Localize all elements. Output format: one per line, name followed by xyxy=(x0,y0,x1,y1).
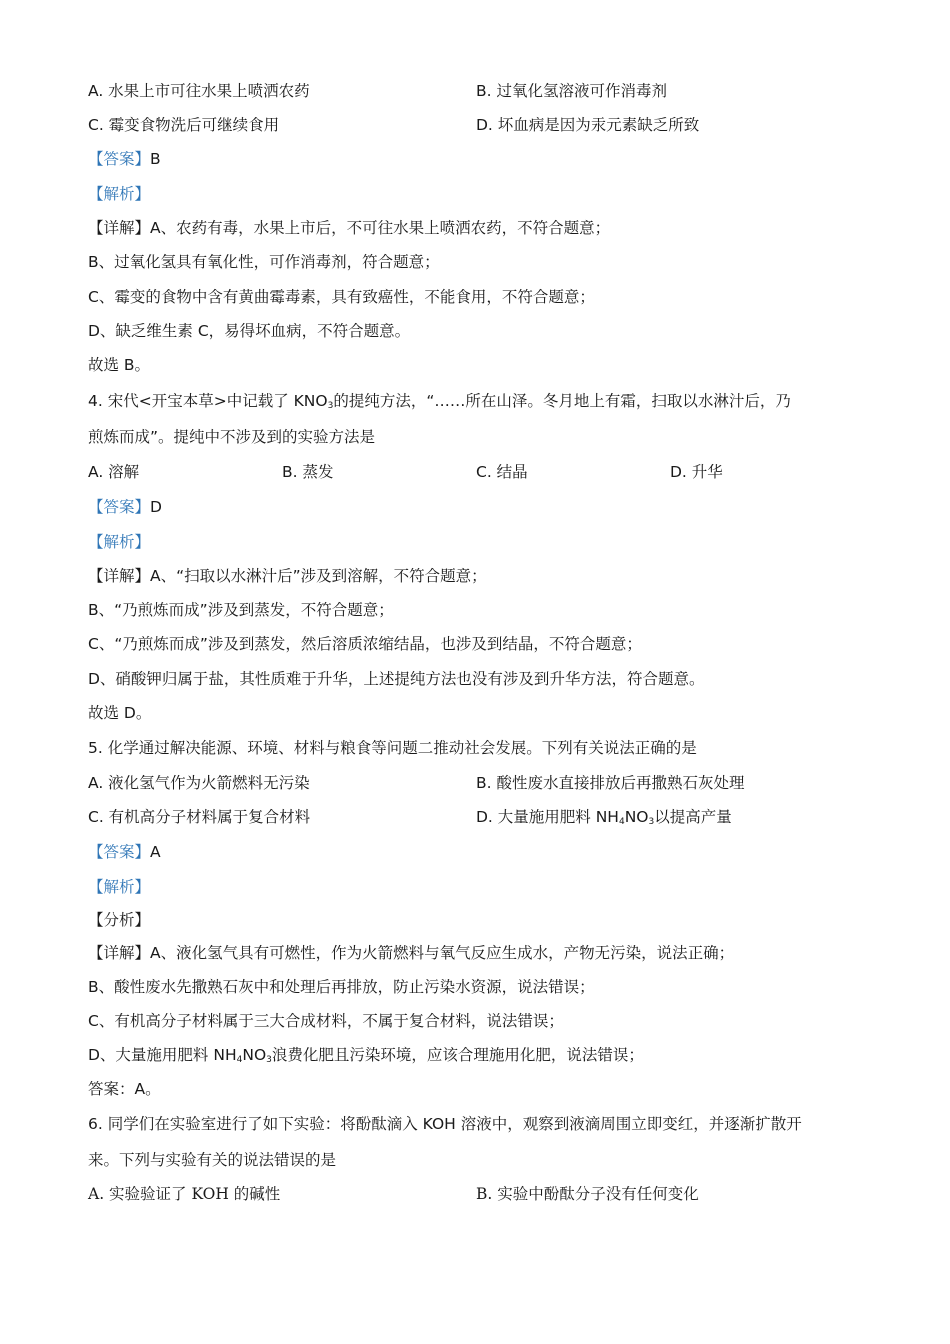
answer-label: 【答案】 xyxy=(88,843,151,861)
q4-stem-text: 的提纯方法，“……所在山泽。冬月地上有霜，扫取以水淋汁后，乃 xyxy=(333,392,791,410)
detail-label: 【详解】 xyxy=(88,219,151,237)
q3-analysis-label: 【解析】 xyxy=(88,185,151,203)
q3-option-b: B. 过氧化氢溶液可作消毒剂 xyxy=(476,82,667,100)
option-text: NO xyxy=(624,808,649,826)
q6-stem-line1: 6. 同学们在实验室进行了如下实验：将酚酞滴入 KOH 溶液中，观察到液滴周围立即变红，并逐渐扩散开 xyxy=(88,1115,802,1133)
q6-stem-line2: 来。下列与实验有关的说法错误的是 xyxy=(88,1151,337,1169)
detail-text: D、大量施用肥料 NH xyxy=(88,1046,237,1064)
q4-option-c: C. 结晶 xyxy=(476,463,528,481)
q4-detail-a xyxy=(88,565,487,587)
q3-detail-a xyxy=(88,217,610,239)
q5-detail-d xyxy=(88,1044,644,1066)
q3-option-c: C. 霉变食物洗后可继续食用 xyxy=(88,116,280,134)
q3-detail-c: C、霉变的食物中含有黄曲霉毒素，具有致癌性，不能食用，不符合题意； xyxy=(88,288,595,306)
q4-stem-text: 4. 宋代<开宝本草>中记载了 KNO xyxy=(88,392,328,410)
q4-answer xyxy=(88,496,162,518)
detail-label: 【详解】 xyxy=(88,567,151,585)
q4-detail-c: C、“乃煎炼而成”涉及到蒸发，然后溶质浓缩结晶，也涉及到结晶，不符合题意； xyxy=(88,635,642,653)
q5-detail-c: C、有机高分子材料属于三大合成材料，不属于复合材料，说法错误； xyxy=(88,1012,564,1030)
q4-option-a: A. 溶解 xyxy=(88,463,140,481)
q5-detail-a xyxy=(88,942,734,964)
option-text: 以提高产量 xyxy=(654,808,732,826)
q3-option-d: D. 坏血病是因为汞元素缺乏所致 xyxy=(476,116,700,134)
answer-value: A xyxy=(150,843,161,861)
q6-option-a: A. 实验验证了 KOH 的碱性 xyxy=(88,1185,281,1203)
q4-detail-b: B、“乃煎炼而成”涉及到蒸发，不符合题意； xyxy=(88,601,394,619)
subscript: 3 xyxy=(648,817,655,827)
option-text: D. 大量施用肥料 NH xyxy=(476,808,619,826)
subscript: 3 xyxy=(266,1055,272,1065)
q5-answer xyxy=(88,841,161,863)
q5-analysis-label: 【解析】 xyxy=(88,878,151,896)
detail-text: NO xyxy=(242,1046,267,1064)
q3-detail-d: D、缺乏维生素 C，易得坏血病，不符合题意。 xyxy=(88,322,411,340)
q4-conclusion: 故选 D。 xyxy=(88,704,152,722)
detail-text: A、液化氢气具有可燃性，作为火箭燃料与氧气反应生成水，产物无污染，说法正确； xyxy=(150,944,735,962)
q3-option-a: A. 水果上市可往水果上喷洒农药 xyxy=(88,82,310,100)
q4-detail-d: D、硝酸钾归属于盐，其性质难于升华，上述提纯方法也没有涉及到升华方法，符合题意。 xyxy=(88,670,705,688)
q4-stem-line1 xyxy=(88,390,791,412)
q3-answer xyxy=(88,148,161,170)
q5-option-a: A. 液化氢气作为火箭燃料无污染 xyxy=(88,774,310,792)
answer-value: B xyxy=(150,150,161,168)
q6-option-b: B. 实验中酚酞分子没有任何变化 xyxy=(476,1185,699,1203)
answer-value: D xyxy=(150,498,162,516)
q4-option-d: D. 升华 xyxy=(670,463,723,481)
detail-text: 浪费化肥且污染环境，应该合理施用化肥，说法错误； xyxy=(271,1046,644,1064)
q5-option-d xyxy=(476,806,732,828)
detail-label: 【详解】 xyxy=(88,944,151,962)
q4-analysis-label: 【解析】 xyxy=(88,533,151,551)
q5-detail-b: B、酸性废水先撒熟石灰中和处理后再排放，防止污染水资源，说法错误； xyxy=(88,978,595,996)
q5-option-b: B. 酸性废水直接排放后再撒熟石灰处理 xyxy=(476,774,745,792)
q5-stem: 5. 化学通过解决能源、环境、材料与粮食等问题二推动社会发展。下列有关说法正确的是 xyxy=(88,739,697,757)
subscript: 4 xyxy=(618,817,625,827)
detail-text: A、农药有毒，水果上市后，不可往水果上喷洒农药，不符合题意； xyxy=(150,219,611,237)
q5-fenxi-label: 【分析】 xyxy=(88,911,151,929)
detail-text: A、“扫取以水淋汁后”涉及到溶解，不符合题意； xyxy=(150,567,487,585)
q3-conclusion: 故选 B。 xyxy=(88,356,151,374)
q5-option-c: C. 有机高分子材料属于复合材料 xyxy=(88,808,311,826)
q4-stem-line2: 煎炼而成”。提纯中不涉及到的实验方法是 xyxy=(88,428,376,446)
subscript: 4 xyxy=(236,1055,243,1065)
answer-label: 【答案】 xyxy=(88,150,151,168)
q4-option-b: B. 蒸发 xyxy=(282,463,334,481)
q3-detail-b: B、过氧化氢具有氧化性，可作消毒剂，符合题意； xyxy=(88,253,440,271)
subscript: 3 xyxy=(327,401,334,411)
q5-conclusion: 答案：A。 xyxy=(88,1080,161,1098)
answer-label: 【答案】 xyxy=(88,498,151,516)
